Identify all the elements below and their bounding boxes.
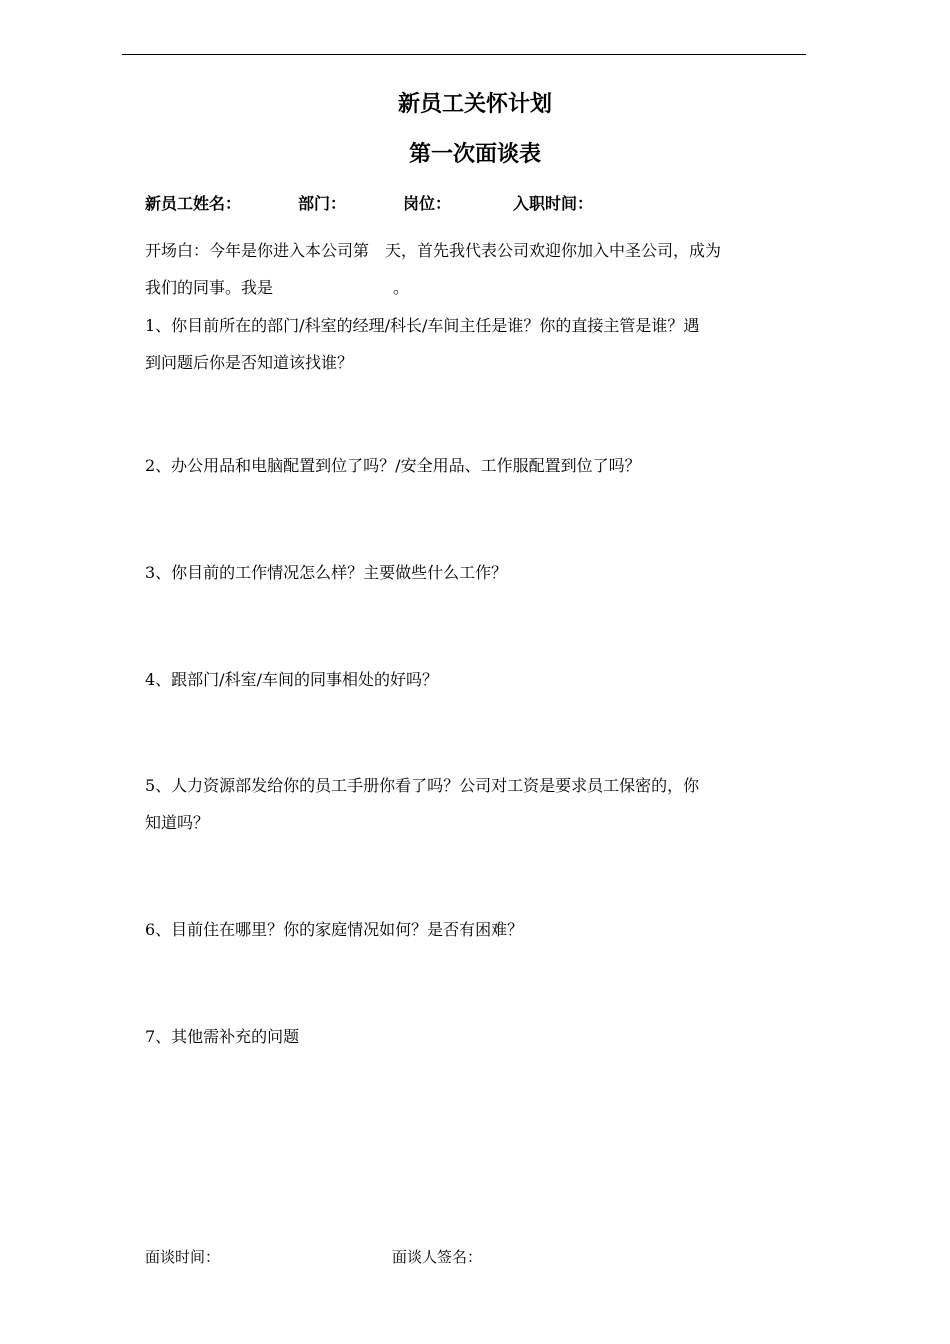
signature-footer	[145, 1245, 805, 1269]
opening-line-2	[145, 269, 807, 306]
question-6	[145, 911, 807, 948]
opening-text-d: 。	[393, 278, 410, 297]
question-4	[145, 661, 807, 698]
opening-text-c: 我们的同事。我是	[145, 278, 274, 297]
interviewer-signature-label: 面谈人签名：	[392, 1248, 483, 1266]
interview-time-label: 面谈时间：	[145, 1248, 221, 1266]
question-7	[145, 1018, 807, 1055]
opening-line-1	[145, 232, 807, 269]
question-1	[145, 307, 807, 381]
question-3	[145, 554, 807, 591]
question-2-text: 2、办公用品和电脑配置到位了吗？/安全用品、工作服配置到位了吗？	[145, 456, 641, 475]
question-2	[145, 447, 807, 484]
question-5-line-2: 知道吗？	[145, 813, 210, 832]
question-5-line-1: 5、人力资源部发给你的员工手册你看了吗？公司对工资是要求员工保密的，你	[145, 776, 700, 795]
opening-text-b: 天，首先我代表公司欢迎你加入中圣公司，成为	[385, 241, 722, 260]
question-7-text: 7、其他需补充的问题	[145, 1027, 300, 1046]
question-5	[145, 767, 807, 841]
employee-name-label: 新员工姓名：	[145, 194, 242, 213]
opening-paragraph	[145, 232, 807, 306]
document-title: 新员工关怀计划	[397, 91, 552, 117]
position-label: 岗位：	[403, 194, 452, 213]
header-rule	[122, 54, 806, 55]
question-4-text: 4、跟部门/科室/车间的同事相处的好吗？	[145, 670, 438, 689]
hire-date-label: 入职时间：	[513, 194, 594, 213]
question-6-text: 6、目前住在哪里？你的家庭情况如何？是否有困难？	[145, 920, 524, 939]
question-3-text: 3、你目前的工作情况怎么样？主要做些什么工作？	[145, 563, 508, 582]
employee-info-row	[145, 192, 805, 216]
document-subtitle: 第一次面谈表	[408, 141, 541, 167]
opening-text-a: 开场白：今年是你进入本公司第	[145, 241, 370, 260]
department-label: 部门：	[298, 194, 347, 213]
question-1-line-2: 到问题后你是否知道该找谁？	[145, 353, 354, 372]
question-1-line-1: 1、你目前所在的部门/科室的经理/科长/车间主任是谁？你的直接主管是谁？遇	[145, 316, 700, 335]
